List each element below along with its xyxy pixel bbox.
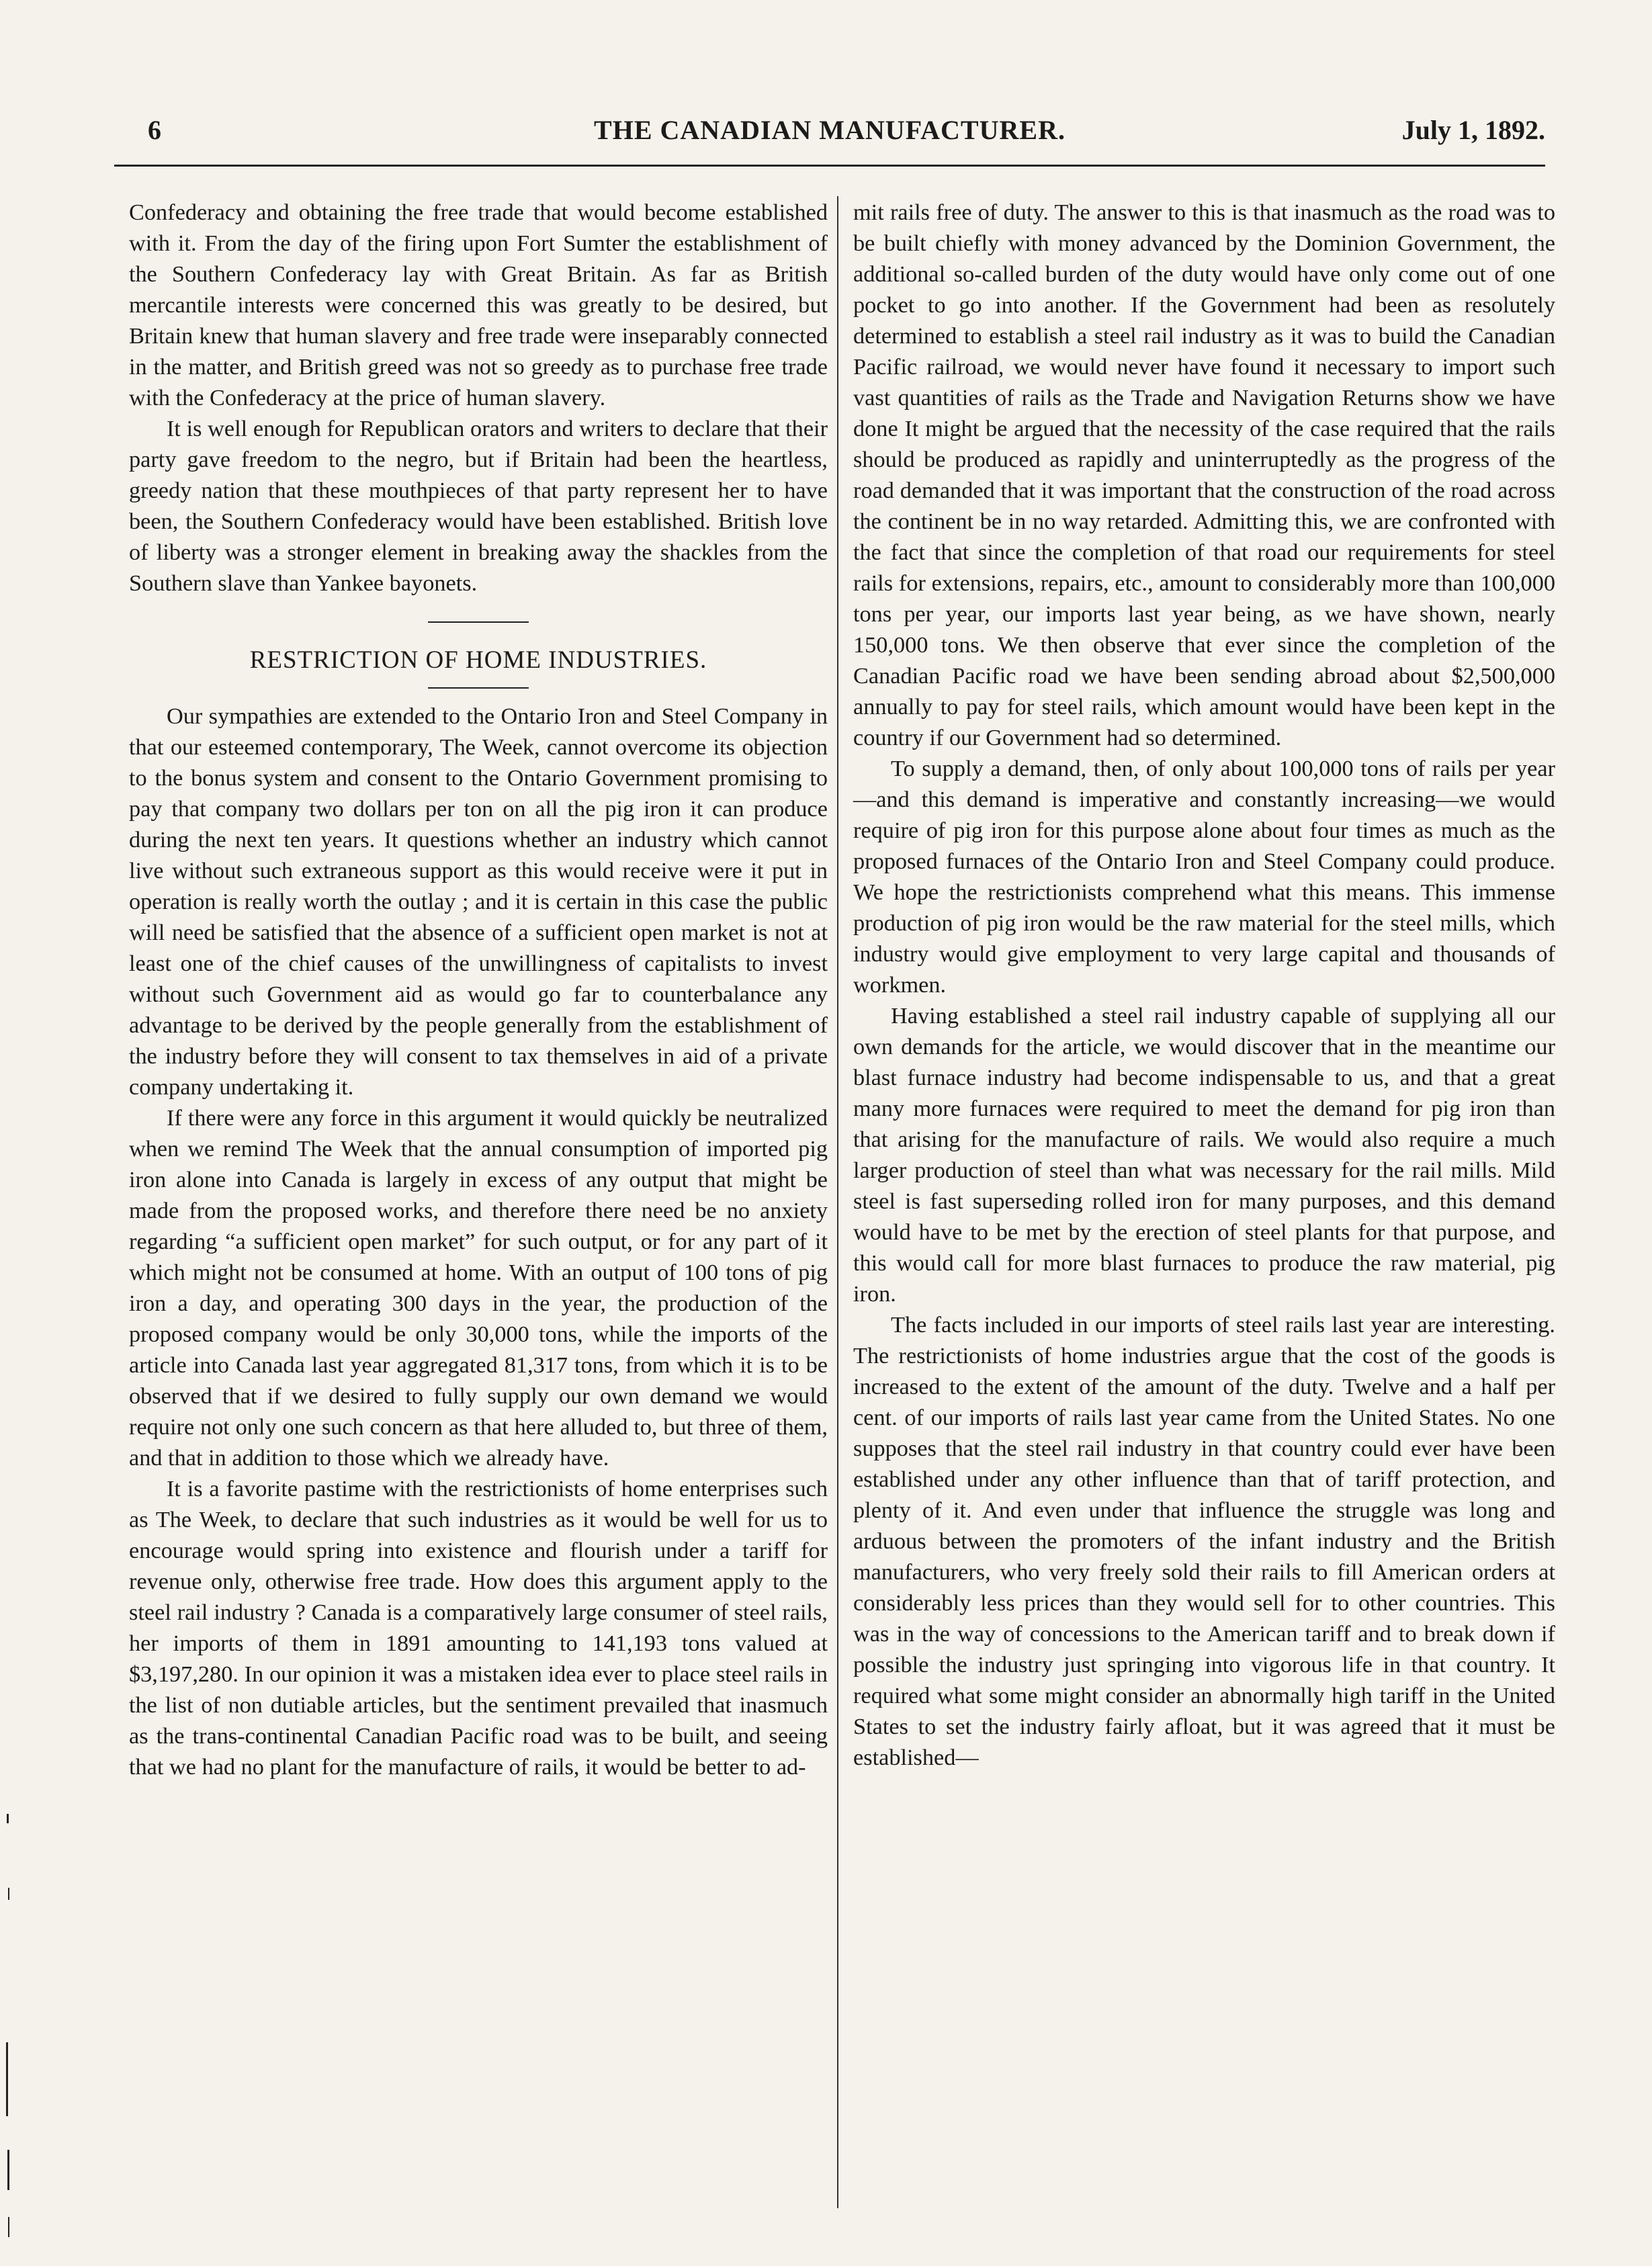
publication-title: THE CANADIAN MANUFACTURER. [594,115,1066,145]
column-divider [837,196,838,2208]
page-number: 6 [148,115,161,145]
left-column [129,197,828,1782]
section-heading: RESTRICTION OF HOME INDUSTRIES. [249,646,707,674]
article-paragraph: It is a favorite pastime with the restrictionists of home enterprises such as The Week, to declare that such industries as it would be well for us to encourage would spring into existence and flourish under a tariff for revenue only, otherwise free trade. How does this argument apply to the steel rail industry ? Canada is a comparatively large consumer of steel rails, her imports of them in 1891 amounting to 141,193 tons valued at $3,197,280. In our opinion it was a mistaken idea ever to place steel rails in the list of non dutiable articles, but the sentiment prevailed that inasmuch as the trans-continental Canadian Pacific road was to be built, and seeing that we had no plant for the manufacture of rails, it would be better to ad- [129,1476,828,1780]
issue-date: July 1, 1892. [1401,115,1545,145]
article-paragraph: If there were any force in this argument it would quickly be neutralized when we remind The Week that the annual consumption of imported pig iron alone into Canada is largely in excess of any output that might be made from the proposed works, and therefore there need be no anxiety regarding “a sufficient open market” for such output, or for any part of it which might not be consumed at home. With an output of 100 tons of pig iron a day, and operating 300 days in the year, the production of the proposed company would be only 30,000 tons, while the imports of the article into Canada last year aggregated 81,317 tons, from which it is to be observed that if we desired to fully supply our own demand we would require not only one such concern as that here alluded to, but three of them, and that in addition to those which we already have. [129,1105,828,1471]
section-rule [428,687,529,689]
article-paragraph: mit rails free of duty. The answer to this is that inasmuch as the road was to be built chiefly with money advanced by the Dominion Government, the additional so-called burden of the duty would have only come out of one pocket to go into another. If the Government had been as resolutely determined to establish a steel rail industry as it was to build the Canadian Pacific railroad, we would never have found it necessary to import such vast quantities of rails as the Trade and Navigation Returns show we have done It might be argued that the necessity of the case required that the rails should be produced as rapidly and uninterruptedly as the progress of the road demanded that it was important that the construction of the road across the continent be in no way retarded. Admitting this, we are confronted with the fact that since the completion of that road our requirements for steel rails for extensions, repairs, etc., amount to considerably more than 100,000 tons per year, our imports last year being, as we have shown, nearly 150,000 tons. We then observe that ever since the completion of the Canadian Pacific road we have been sending abroad about $2,500,000 annually to pay for steel rails, which amount would have been kept in the country if our Government had so determined. [853,200,1555,750]
header-rule [114,165,1545,167]
section-rule [428,621,529,623]
article-paragraph: It is well enough for Republican orators and writers to declare that their party gave freedom to the negro, but if Britain had been the heartless, greedy nation that these mouthpieces of that party represent her to have been, the Southern Confederacy would have been established. British love of liberty was a stronger element in breaking away the shackles from the Southern slave than Yankee bayonets. [129,416,828,596]
article-paragraph: Our sympathies are extended to the Ontario Iron and Steel Company in that our esteemed contemporary, The Week, cannot overcome its objection to the bonus system and consent to the Ontario Government promising to pay that company two dollars per ton on all the pig iron it can produce during the next ten years. It questions whether an industry which cannot live without such extraneous support as this would receive were it put in operation is really worth the outlay ; and it is certain in this case the public will need be satisfied that the absence of a sufficient open market is not at least one of the chief causes of the unwillingness of capitalists to invest without such Government aid as would go far to counterbalance any advantage to be derived by the people generally from the establishment of the industry before they will consent to tax themselves in aid of a private company undertaking it. [129,703,828,1100]
scan-edge-marks [0,0,27,2266]
article-paragraph: Confederacy and obtaining the free trade that would become established with it. From the day of the firing upon Fort Sumter the establishment of the Southern Confederacy lay with Great Britain. As far as British mercantile interests were concerned this was greatly to be desired, but Britain knew that human slavery and free trade were inseparably connected in the matter, and British greed was not so greedy as to purchase free trade with the Confederacy at the price of human slavery. [129,200,828,410]
right-column [853,197,1555,1773]
article-paragraph: The facts included in our imports of steel rails last year are interesting. The restrictionists of home industries argue that the cost of the goods is increased to the extent of the amount of the duty. Twelve and a half per cent. of our imports of rails last year came from the United States. No one supposes that the steel rail industry in that country could ever have been established under any other influence than that of tariff protection, and plenty of it. And even under that influence the struggle was long and arduous between the promoters of the infant industry and the British manufacturers, who very freely sold their rails to fill American orders at considerably less prices than they would sell for to other countries. This was in the way of concessions to the American tariff and to break down if possible the industry just springing into vigorous life in that country. It required what some might consider an abnormally high tariff in the United States to set the industry fairly afloat, but it was agreed that it must be established— [853,1312,1555,1770]
page-header [114,114,1545,155]
article-paragraph: To supply a demand, then, of only about 100,000 tons of rails per year—and this demand is imperative and constantly increasing—we would require of pig iron for this purpose alone about four times as much as the proposed furnaces of the Ontario Iron and Steel Company could produce. We hope the restrictionists comprehend what this means. This immense production of pig iron would be the raw material for the steel mills, which industry would give employment to very large capital and thousands of workmen. [853,756,1555,998]
article-paragraph: Having established a steel rail industry capable of supplying all our own demands for the article, we would discover that in the meantime our blast furnace industry had become indispensable to us, and that a great many more furnaces were required to meet the demand for pig iron than that arising for the manufacture of rails. We would also require a much larger production of steel than what was necessary for the rail mills. Mild steel is fast superseding rolled iron for many purposes, and this demand would have to be met by the erection of steel plants for that purpose, and this would call for more blast furnaces to produce the raw material, pig iron. [853,1003,1555,1307]
